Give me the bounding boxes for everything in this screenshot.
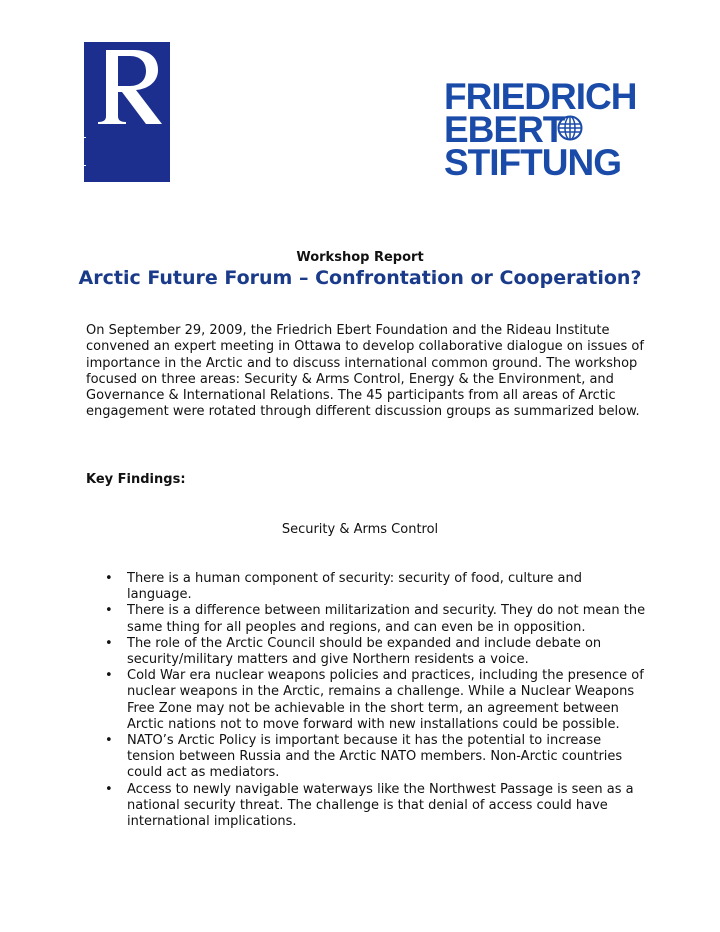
globe-icon	[557, 115, 583, 141]
fes-logo	[444, 76, 637, 183]
rideau-r-mark	[84, 42, 170, 128]
findings-list	[127, 571, 647, 830]
rideau-logo-top	[84, 42, 170, 128]
list-item: • The role of the Arctic Council should be expanded and include debate on security/military matters and give Northern residents a voice.	[127, 636, 647, 668]
rideau-logo-wordmark: RIDEAU	[1, 138, 85, 159]
page-title: Arctic Future Forum – Confrontation or Cooperation?	[78, 267, 642, 289]
rideau-logo-line2: INSTITUTE	[8, 168, 78, 176]
rideau-institute-logo	[84, 42, 170, 182]
rideau-logo-line1: INSTITUT	[12, 128, 74, 136]
list-item: • There is a difference between militarization and security. They do not mean the same thing for all peoples and regions, and can even be in opposition.	[127, 603, 647, 635]
fes-logo-line3: STIFTUNG	[444, 142, 621, 183]
intro-paragraph: On September 29, 2009, the Friedrich Ebert Foundation and the Rideau Institute convened an expert meeting in Ottawa to develop collaborative dialogue on issues of importance in the Arctic and to discuss international common ground. The workshop focused on three areas: Security & Arms Control, Energy & the Environment, and Governance & International Relations. The 45 participants from all areas of Arctic engagement were rotated through different discussion groups as summarized below.	[86, 323, 644, 420]
list-item: • Access to newly navigable waterways like the Northwest Passage is seen as a national security threat. The challenge is that denial of access could have international implications.	[127, 782, 647, 831]
list-item: • There is a human component of security: security of food, culture and language.	[127, 571, 647, 603]
key-findings-heading: Key Findings:	[86, 472, 186, 487]
report-label: Workshop Report	[296, 250, 424, 265]
rideau-logo-bottom	[84, 128, 170, 182]
rideau-logo-divider	[0, 165, 86, 166]
fes-logo-line2: EBERT	[444, 109, 565, 150]
list-item: • NATO’s Arctic Policy is important because it has the potential to increase tension between Russia and the Arctic NATO members. Non-Arctic countries could act as mediators.	[127, 733, 647, 782]
section-title: Security & Arms Control	[281, 522, 439, 537]
list-item: • Cold War era nuclear weapons policies and practices, including the presence of nuclear weapons in the Arctic, remains a challenge. While a Nuclear Weapons Free Zone may not be achievable in the short term, an agreement between Arctic nations not to move forward with new installations could be possible.	[127, 668, 647, 733]
fes-logo-line1: FRIEDRICH	[444, 76, 637, 117]
